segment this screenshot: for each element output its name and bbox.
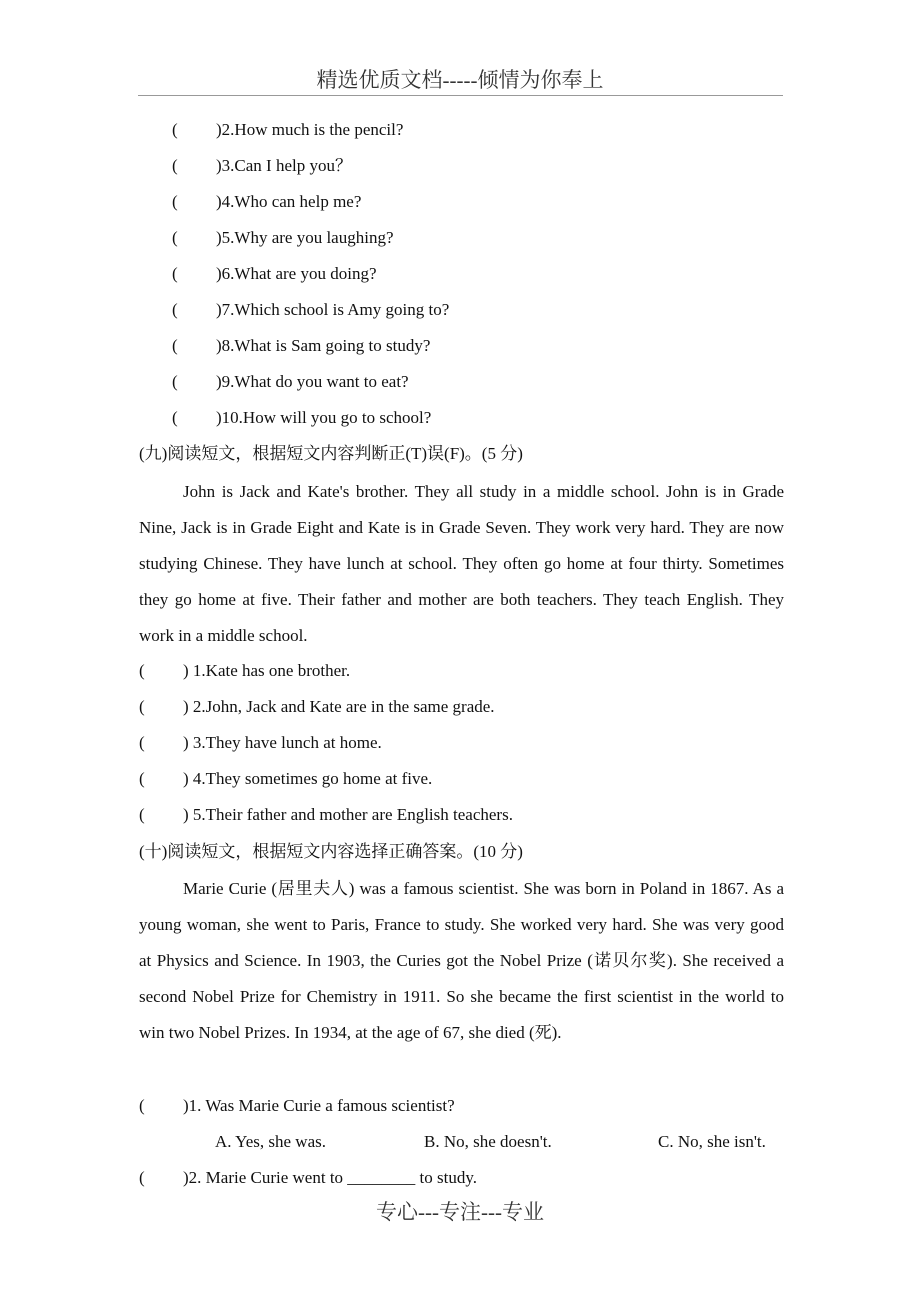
question-item: [172, 120, 403, 140]
question-item: [139, 1168, 477, 1188]
question-text: )4.Who can help me?: [216, 192, 362, 211]
question-item: [172, 264, 377, 284]
question-text: )2. Marie Curie went to ________ to study.: [183, 1168, 477, 1187]
reading-passage: Marie Curie (居里夫人) was a famous scientist. She was born in Poland in 1867. As a young woman, she went to Paris, France to study. She worked very hard. She was very good at Physics and Science. In 1903, the Curies got the Nobel Prize (诺贝尔奖). She received a second Nobel Prize for Chemistry in 1911. So she became the first scientist in the world to win two Nobel Prizes. In 1934, at the age of 67, she died (死).: [139, 879, 784, 1042]
question-item: [172, 408, 431, 428]
option-c: C. No, she isn't.: [658, 1132, 766, 1151]
question-text: )7.Which school is Amy going to?: [216, 300, 450, 319]
answer-blank[interactable]: (: [172, 120, 178, 139]
question-item: [172, 372, 409, 392]
section-title: (九)阅读短文，根据短文内容判断正(T)误(F)。(5 分): [139, 444, 523, 463]
section-title: (十)阅读短文，根据短文内容选择正确答案。(10 分): [139, 842, 523, 861]
answer-blank[interactable]: (: [139, 697, 145, 716]
answer-blank[interactable]: (: [172, 408, 178, 427]
question-text: )10.How will you go to school?: [216, 408, 432, 427]
question-item: [172, 156, 352, 176]
answer-blank[interactable]: (: [172, 300, 178, 319]
question-text: )9.What do you want to eat?: [216, 372, 409, 391]
answer-blank[interactable]: (: [172, 156, 178, 175]
question-item: [139, 1096, 455, 1116]
answer-blank[interactable]: (: [139, 805, 145, 824]
answer-blank[interactable]: (: [139, 661, 145, 680]
question-item: [139, 805, 513, 825]
question-text: )8.What is Sam going to study?: [216, 336, 431, 355]
header-divider: [138, 95, 783, 96]
question-item: [172, 228, 394, 248]
answer-blank[interactable]: (: [172, 192, 178, 211]
answer-blank[interactable]: (: [139, 1096, 145, 1115]
question-text: ) 1.Kate has one brother.: [183, 661, 351, 680]
answer-blank[interactable]: (: [139, 1168, 145, 1187]
question-text: )6.What are you doing?: [216, 264, 377, 283]
answer-blank[interactable]: (: [172, 372, 178, 391]
question-item: [139, 769, 432, 789]
question-text: )5.Why are you laughing?: [216, 228, 394, 247]
question-item: [139, 733, 382, 753]
answer-blank[interactable]: (: [139, 769, 145, 788]
page-header: 精选优质文档-----倾情为你奉上: [316, 68, 604, 92]
question-item: [172, 192, 361, 212]
answer-blank[interactable]: (: [139, 733, 145, 752]
question-text: ) 4.They sometimes go home at five.: [183, 769, 433, 788]
question-item: [139, 661, 350, 681]
question-text: ) 3.They have lunch at home.: [183, 733, 382, 752]
question-text: ) 5.Their father and mother are English teachers.: [183, 805, 513, 824]
answer-blank[interactable]: (: [172, 228, 178, 247]
question-text: ) 2.John, Jack and Kate are in the same grade.: [183, 697, 495, 716]
question-item: [139, 697, 495, 717]
question-item: [172, 336, 430, 356]
answer-blank[interactable]: (: [172, 336, 178, 355]
option-b: B. No, she doesn't.: [424, 1132, 552, 1151]
question-text: )3.Can I help you？: [216, 156, 352, 175]
option-a: A. Yes, she was.: [215, 1132, 326, 1151]
question-item: [172, 300, 449, 320]
page-footer: 专心---专注---专业: [376, 1200, 544, 1224]
answer-blank[interactable]: (: [172, 264, 178, 283]
reading-passage: John is Jack and Kate's brother. They all study in a middle school. John is in Grade Nine, Jack is in Grade Eight and Kate is in Grade Seven. They work very hard. They are now studying Chinese. They have lunch at school. They often go home at four thirty. Sometimes they go home at five. Their father and mother are both teachers. They teach English. They work in a middle school.: [139, 482, 784, 645]
question-text: )2.How much is the pencil?: [216, 120, 404, 139]
question-text: )1. Was Marie Curie a famous scientist?: [183, 1096, 455, 1115]
